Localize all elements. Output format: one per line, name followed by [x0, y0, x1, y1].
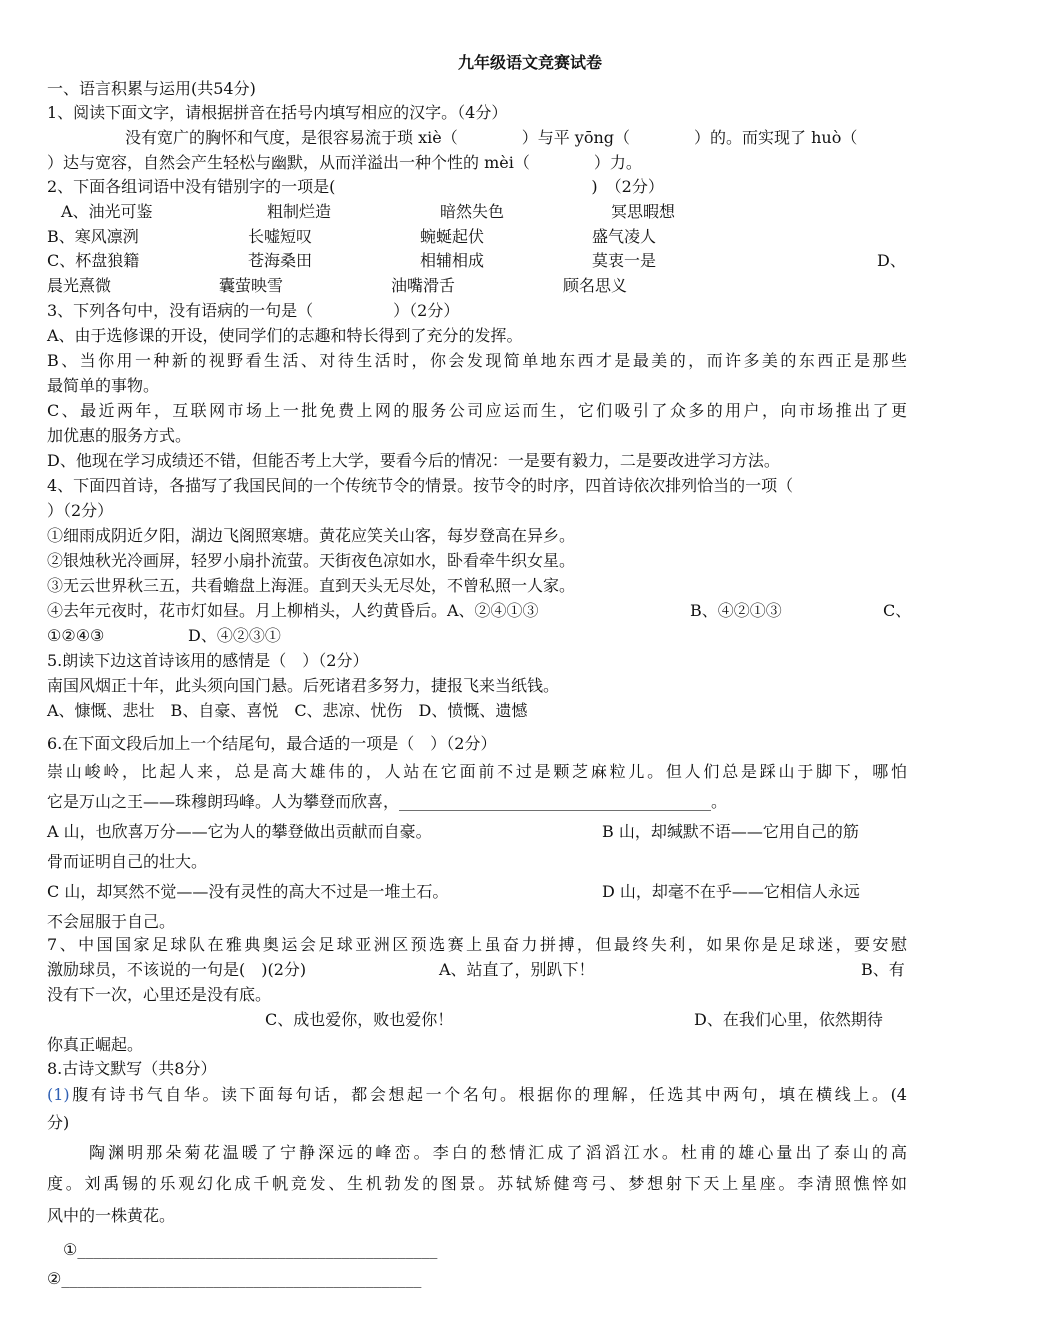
- q7-line5: 你真正崛起。: [47, 1035, 144, 1054]
- q4-poem-2: ②银烛秋光冷画屏，轻罗小扇扑流萤。天街夜色凉如水，卧看牵牛织女星。: [47, 551, 576, 570]
- q6-passage-line1: 崇山峻岭，比起人来，总是高大雄伟的，人站在它面前不过是颗芝麻粒儿。但人们总是踩山于脚下，哪怕: [47, 762, 907, 781]
- q2-d-word1: 晨光熹微: [47, 276, 112, 295]
- q3-option-b-line2: 最简单的事物。: [47, 376, 160, 395]
- q2-c-word1: C、杯盘狼籍: [47, 251, 140, 270]
- q8-sub-text: 腹有诗书气自华。读下面每句话，都会想起一个名句。根据你的理解，任选其中两句，填在横线上。(4: [69, 1085, 907, 1104]
- q7-line2: [47, 958, 907, 982]
- q2-row-d: [47, 274, 907, 298]
- q1-line2: ）达与宽容，自然会产生轻松与幽默，从而洋溢出一种个性的 mèi（ ）力。: [47, 153, 642, 172]
- q2-stem: 2、下面各组词语中没有错别字的一项是( ) （2分）: [47, 177, 664, 196]
- q5-stem: 5.朗读下边这首诗该用的感情是（ ）（2分）: [47, 651, 369, 670]
- q3-option-b-line1: B、当你用一种新的视野看生活、对待生活时，你会发现简单地东西才是最美的，而许多美的东西正是那些: [47, 351, 907, 370]
- q7-option-a: A、站直了，别趴下！: [439, 960, 595, 979]
- q2-a-word3: 暗然失色: [440, 202, 505, 221]
- q4-option-b: B、④②①③: [690, 601, 782, 620]
- q2-a-word4: 冥思暇想: [611, 202, 676, 221]
- q7-option-b-label: B、有: [861, 960, 905, 979]
- q2-d-word3: 油嘴滑舌: [391, 276, 456, 295]
- q4-stem-line2: ）（2分）: [47, 501, 114, 520]
- q8-passage-line2: 度。刘禹锡的乐观幻化成千帆竞发、生机勃发的图景。苏轼矫健弯弓、梦想射下天上星座。李清照憔悴如: [47, 1174, 907, 1193]
- section-heading: 一、语言积累与运用(共54分): [47, 79, 256, 98]
- q6-option-a: A 山，也欣喜万分——它为人的攀登做出贡献而自豪。: [47, 822, 432, 841]
- q8-stem: 8.古诗文默写（共8分）: [47, 1059, 217, 1078]
- q2-row-a: [47, 200, 907, 224]
- q8-answer-blank-1[interactable]: ①_____________________________________________: [63, 1240, 438, 1259]
- q3-option-c-line2: 加优惠的服务方式。: [47, 426, 192, 445]
- q7-option-d: D、在我们心里，依然期待: [694, 1010, 883, 1029]
- q2-row-c: [47, 249, 907, 273]
- q7-line3: 没有下一次，心里还是没有底。: [47, 985, 272, 1004]
- q6-options-cd: [47, 880, 907, 904]
- q2-d-word2: 囊萤映雪: [219, 276, 284, 295]
- q4-poem-3: ③无云世界秋三五，共看蟾盘上海涯。直到天头无尽处，不曾私照一人家。: [47, 576, 576, 595]
- q2-a-word2: 粗制烂造: [267, 202, 332, 221]
- q6-options-ab: [47, 820, 907, 844]
- q7-option-c: C、成也爱你，败也爱你！: [265, 1010, 454, 1029]
- q2-option-d-label: D、: [877, 251, 906, 270]
- q2-b-word2: 长嘘短叹: [248, 227, 313, 246]
- q7-prompt: 激励球员，不该说的一句是( )(2分): [47, 960, 307, 979]
- q8-sub-number: (1): [47, 1085, 70, 1104]
- q6-option-b-line1: B 山，却缄默不语——它用自己的筋: [602, 822, 859, 841]
- q4-poem-1: ①细雨成阴近夕阳，湖边飞阁照寒塘。黄花应笑关山客，每岁登高在异乡。: [47, 526, 576, 545]
- q1-line1: 没有宽广的胸怀和气度，是很容易流于琐 xiè（ ）与平 yōng（ ）的。而实现了 huò（: [125, 128, 858, 147]
- q2-a-word1: A、油光可鉴: [61, 202, 153, 221]
- q2-c-word2: 苍海桑田: [248, 251, 313, 270]
- q2-d-word4: 顾名思义: [563, 276, 628, 295]
- q2-c-word3: 相辅相成: [420, 251, 485, 270]
- q3-option-c-line1: C、最近两年，互联网市场上一批免费上网的服务公司应运而生，它们吸引了众多的用户，向市场推出了更: [47, 401, 907, 420]
- q4-poem-4-row: [47, 599, 912, 623]
- q3-option-d: D、他现在学习成绩还不错，但能否考上大学，要看今后的情况：一是要有毅力，二是要改进学习方法。: [47, 451, 780, 470]
- q7-line4: [47, 1008, 907, 1032]
- q3-option-a: A、由于选修课的开设，使同学们的志趣和特长得到了充分的发挥。: [47, 326, 523, 345]
- q7-line1: 7、中国国家足球队在雅典奥运会足球亚洲区预选赛上虽奋力拼搏，但最终失利，如果你是足球迷，要安慰: [47, 935, 907, 954]
- q6-passage-line2: 它是万山之王——珠穆朗玛峰。人为攀登而欣喜，_______________________________________。: [47, 792, 728, 811]
- q5-options: A、慷慨、悲壮 B、自豪、喜悦 C、悲凉、忧伤 D、愤慨、遗憾: [47, 701, 528, 720]
- q8-sub-line1: [47, 1083, 907, 1107]
- q3-stem: 3、下列各句中，没有语病的一句是（ ）（2分）: [47, 301, 460, 320]
- q1-stem: 1、阅读下面文字，请根据拼音在括号内填写相应的汉字。（4分）: [47, 103, 508, 122]
- q4-option-c-label: C、: [883, 601, 912, 620]
- q8-passage-line1: 陶渊明那朵菊花温暖了宁静深远的峰峦。李白的愁情汇成了滔滔江水。杜甫的雄心量出了泰山的高: [89, 1143, 907, 1162]
- q2-row-b: [47, 225, 907, 249]
- q6-option-c: C 山，却冥然不觉——没有灵性的高大不过是一堆土石。: [47, 882, 449, 901]
- q4-option-c: ①②④③: [47, 626, 105, 645]
- q4-options-row: [47, 624, 907, 648]
- q8-sub-line2: 分): [47, 1113, 70, 1132]
- q6-option-d-line1: D 山，却毫不在乎——它相信人永远: [602, 882, 860, 901]
- q2-b-word3: 蜿蜒起伏: [420, 227, 485, 246]
- q2-b-word4: 盛气凌人: [592, 227, 657, 246]
- q4-poem-4: ④去年元夜时，花市灯如昼。月上柳梢头，人约黄昏后。A、②④①③: [47, 601, 539, 620]
- q5-poem: 南国风烟正十年，此头须向国门悬。后死诸君多努力，捷报飞来当纸钱。: [47, 676, 560, 695]
- q2-c-word4: 莫衷一是: [592, 251, 657, 270]
- q4-option-d: D、④②③①: [188, 626, 281, 645]
- q6-option-b-line2: 骨而证明自己的壮大。: [47, 852, 208, 871]
- q8-answer-blank-2[interactable]: ②_____________________________________________: [47, 1269, 422, 1288]
- q6-stem: 6.在下面文段后加上一个结尾句，最合适的一项是（ ）（2分）: [47, 734, 497, 753]
- q6-option-d-line2: 不会屈服于自己。: [47, 912, 176, 931]
- exam-title: 九年级语文竞赛试卷: [457, 53, 602, 72]
- q8-passage-line3: 风中的一株黄花。: [47, 1206, 176, 1225]
- q4-stem-line1: 4、下面四首诗，各描写了我国民间的一个传统节令的情景。按节令的时序，四首诗依次排列恰当的一项（: [47, 476, 794, 495]
- q2-b-word1: B、寒风凛洌: [47, 227, 139, 246]
